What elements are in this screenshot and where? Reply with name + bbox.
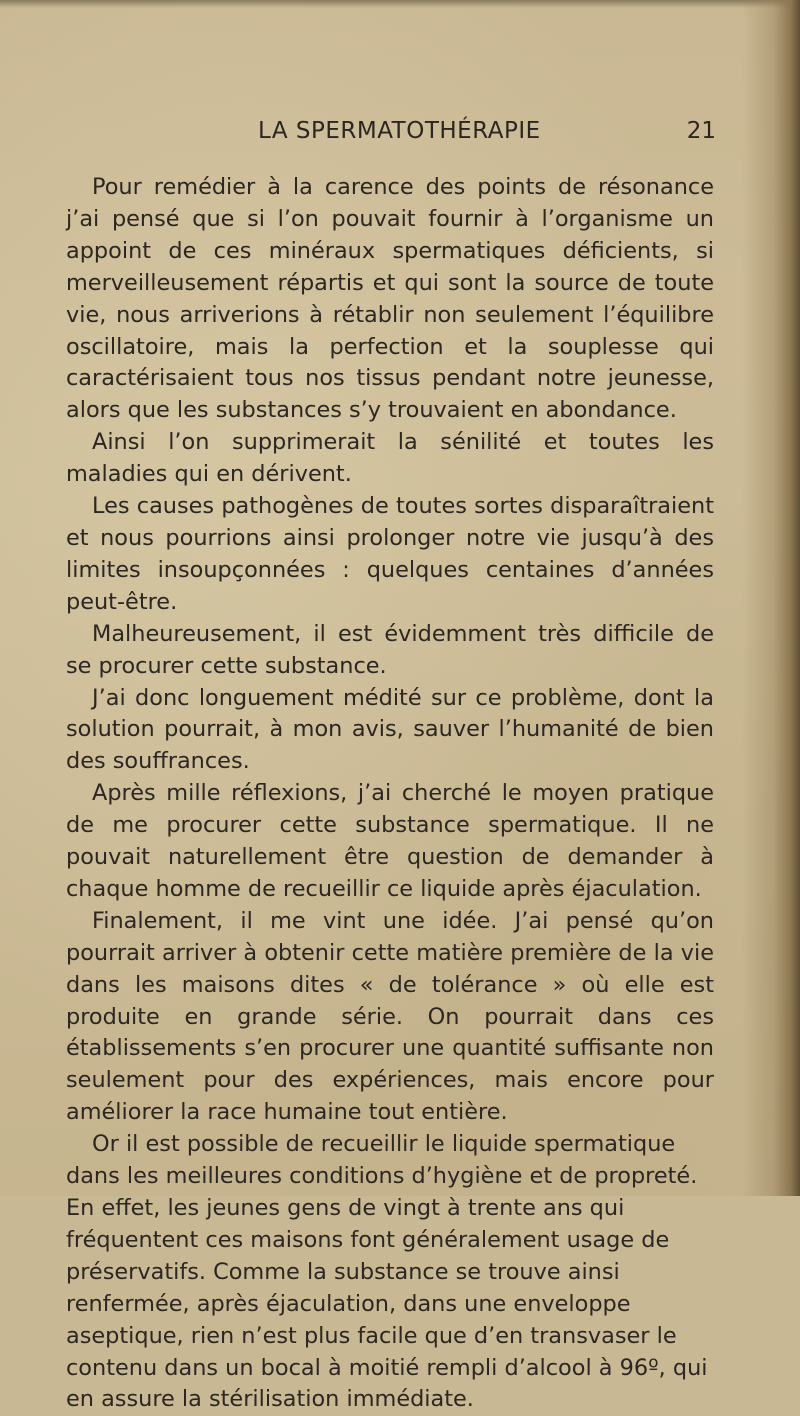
paragraph-3: Les causes pathogènes de toutes sortes disparaîtraient et nous pourrions ainsi prolonger notre vie jusqu’à des limites insoupçonnées : quelques centaines d’années peut-être. — [66, 493, 714, 615]
paragraph-7: Finalement, il me vint une idée. J’ai pensé qu’on pourrait arriver à obtenir cette matière première de la vie dans les maisons dites « de tolérance » où elle est produite en grande série. On pourrait dans ces établissements s’en procurer une quantité suffisante non seulement pour des expériences, mais encore pour améliorer la race humaine tout entière. — [66, 907, 714, 1126]
paragraph-6: Après mille réflexions, j’ai cherché le moyen pratique de me procurer cette substance spermatique. Il ne pouvait naturellement être question de demander à chaque homme de recueillir ce liquide après éjaculation. — [66, 780, 714, 902]
page-binding-edge — [742, 0, 800, 1196]
paragraph-8: Or il est possible de recueillir le liquide spermatique dans les meilleures conditions d’hygiène et de propreté. En effet, les jeunes gens de vingt à trente ans qui fréquentent ces maisons font généralement usage de préservatifs. Comme la substance se trouve ainsi renfermée, après éjaculation, dans une enveloppe aseptique, rien n’est plus facile que d’en transvaser le contenu dans un bocal à moitié rempli d’alcool à 96º, qui en assure la stérilisation immédiate. — [66, 1131, 708, 1413]
paragraph-2: Ainsi l’on supprimerait la sénilité et toutes les maladies qui en dérivent. — [66, 429, 714, 488]
body-text — [66, 172, 714, 1416]
page-number: 21 — [686, 118, 716, 144]
running-title: LA SPERMATOTHÉRAPIE — [258, 118, 541, 144]
paragraph-4: Malheureusement, il est évidemment très difficile de se procurer cette substance. — [66, 620, 714, 679]
paragraph-5: J’ai donc longuement médité sur ce problème, dont la solution pourrait, à mon avis, sauver l’humanité de bien des souffrances. — [66, 684, 714, 775]
page-top-edge — [0, 0, 800, 8]
paragraph-1: Pour remédier à la carence des points de résonance j’ai pensé que si l’on pouvait fournir à l’organisme un appoint de ces minéraux spermatiques déficients, si merveilleusement répartis et qui sont la source de toute vie, nous arriverions à rétablir non seulement l’équilibre oscillatoire, mais la perfection et la souplesse qui caractérisaient tous nos tissus pendant notre jeunesse, alors que les substances s’y trouvaient en abondance. — [66, 174, 714, 424]
running-header — [60, 118, 720, 154]
